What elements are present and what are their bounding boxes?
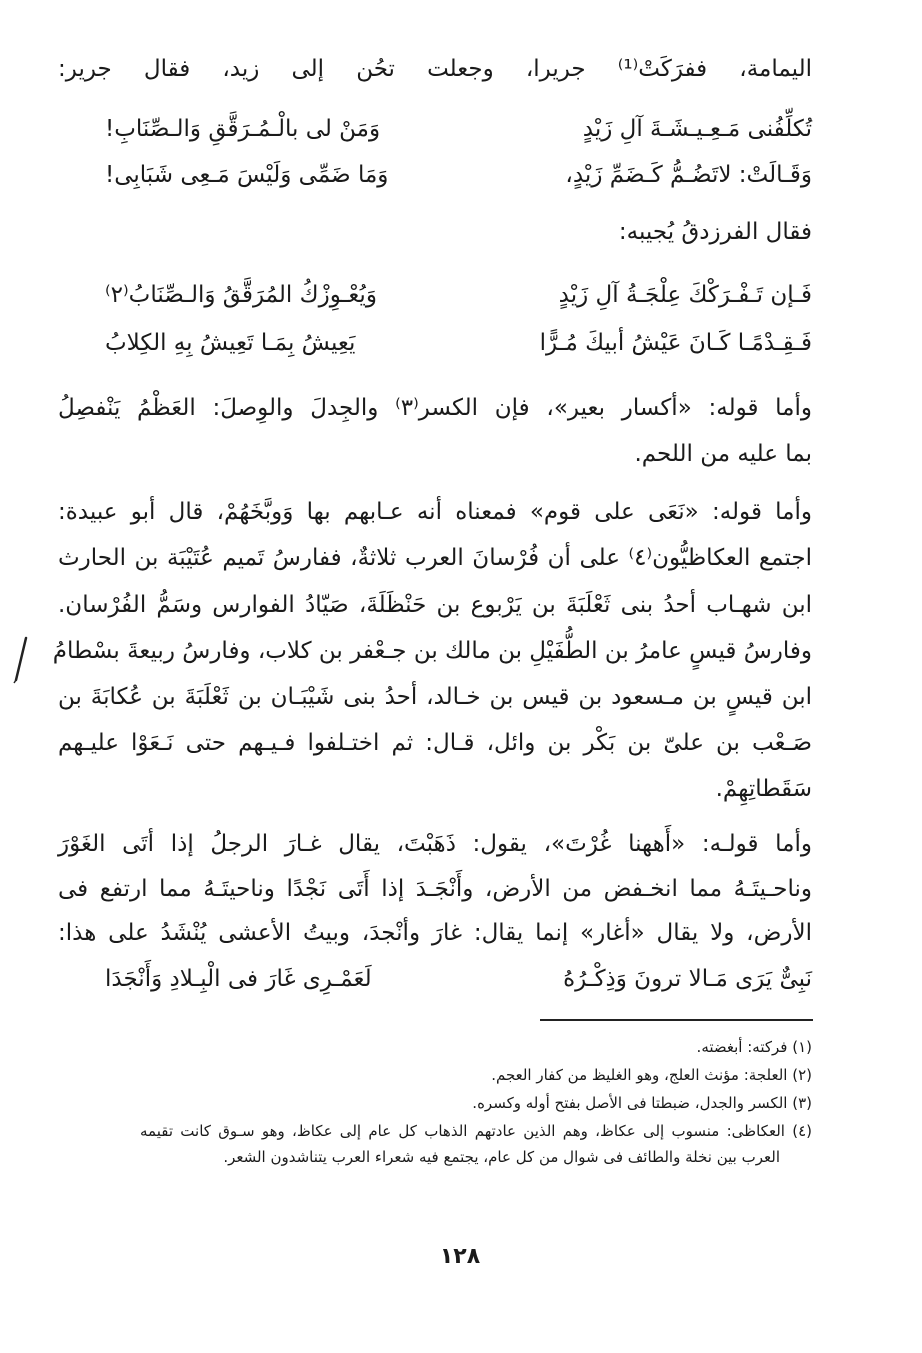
verse-hemistich-second: يَعِيشُ بِمَـا تَعِيشُ بِهِ الكِلابُ (105, 330, 356, 356)
text-line: وفارسُ قيسٍ عامرُ بن الطُّفَيْلِ بن مالك بن جـعْفر بن كلاب، وفارسُ ربيعةَ بسْطامُ (52, 638, 812, 664)
verse-line (105, 158, 812, 192)
text-line: سَقَطاتِهِمْ. (715, 776, 812, 802)
verse-line (105, 326, 812, 360)
text-line: الأرض، ولا يقال «أغار» إنما يقال: غارَ وأنْجدَ، وبيتُ الأعشى يُنْشَدُ على هذا: (58, 920, 812, 946)
text-line: وأما قوله: «أكسار بعير»، فإن الكسر⁽٣⁾ والجِدلَ والوِصلَ: العَظْمُ يَنْفصِلُ (58, 395, 812, 421)
verse-line (105, 278, 812, 312)
footnote-continuation: العرب بين نخلة والطائف فى شوال من كل عام، يجتمع فيه شعراء العرب يتناشدون الشعر. (223, 1148, 780, 1166)
verse-hemistich-second: وَيُعْـوِزْكُ المُرَقَّقُ وَالـصِّنَابُ⁽٢⁾ (105, 282, 377, 308)
margin-pen-mark (12, 636, 28, 684)
text-line: ابن قيسٍ بن مـسعود بن قيس بن خـالد، أحدُ بنى شَيْبَـان بن ثَعْلَبَةَ بن عُكابَةَ بن (58, 684, 812, 710)
verse-hemistich-first: فَـقِـدْمًـا كَـانَ عَيْشُ أبيكَ مُـرًّا (539, 330, 812, 356)
text-line: ابن شهـاب أحدُ بنى ثَعْلَبَةَ بن يَرْبوع بن حَنْظَلَةَ، صَيّادُ الفوارس وسَمُّ الفُرْسان. (58, 592, 812, 618)
verse-line (105, 112, 812, 146)
verse-hemistich-second: وَمَنْ لى بالْـمُـرَقَّقِ وَالـصِّنَابِ! (105, 116, 381, 142)
verse-line (105, 962, 812, 996)
text-line: وناحـيتَـهُ مما انخـفض من الأرض، وأَنْجَـدَ إذا أَتَى نَجْدًا وناحيتَـهُ مما ارتفع فى (58, 876, 812, 902)
verse-hemistich-second: لَعَمْـرِى غَارَ فى الْبِـلادِ وَأَنْجَدَا (105, 966, 372, 992)
footnote: (٢) العلجة: مؤنث العلج، وهو الغليظ من كفار العجم. (491, 1066, 812, 1084)
text-line: وأما قوله: «نَعَى على قوم» فمعناه أنه عـابهم بها وَوبَّخَهُمْ، قال أبو عبيدة: (58, 499, 812, 525)
verse-hemistich-first: نَبِىٌّ يَرَى مَـالا ترونَ وَذِكْـرُهُ (563, 966, 812, 992)
verse-hemistich-second: وَمَا ضَمِّى وَلَيْسَ مَـعِى شَبَابِى! (105, 162, 389, 188)
verse-hemistich-first: تُكلِّفُنى مَـعِـيـشَـةَ آلِ زَيْدٍ (582, 116, 812, 142)
page-number: ١٢٨ (439, 1244, 481, 1269)
footnote: (٣) الكسر والجدل، ضبطتا فى الأصل بفتح أوله وكسره. (472, 1094, 812, 1112)
text-line: اجتمع العكاظيُّون⁽٤⁾ على أن فُرْسانَ العرب ثلاثةٌ، ففارسُ تَميم عُتَيْبَة بن الحارث (58, 545, 812, 571)
footnote: (١) فركته: أبغضته. (696, 1038, 812, 1056)
text-line: وأما قولـه: «أَههنا غُرْتَ»، يقول: ذَهَبْتَ، يقال غـارَ الرجلُ إذا أتَى الغَوْرَ (58, 831, 812, 857)
text-line: بما عليه من اللحم. (634, 441, 812, 467)
text-line: فقال الفرزدقُ يُجيبه: (618, 219, 812, 245)
verse-hemistich-first: فَـإن تَـفْـرَكْكَ عِلْجَـةُ آلِ زَيْدٍ (558, 282, 812, 308)
footnote: (٤) العكاظى: منسوب إلى عكاظ، وهم الذين عادتهم الذهاب كل عام إلى عكاظ، وهو سـوق كانت تقيمه (140, 1122, 812, 1140)
text-line: صَـعْب بن علىّ بن بَكْر بن وائل، قـال: ثم اختـلفوا فـيـهم حتى نَـعَوْا عليـهم (58, 730, 812, 756)
verse-hemistich-first: وَقَـالَتْ: لاتَضُـمُّ كَـضَمِّ زَيْدٍ، (565, 162, 812, 188)
footnote-separator (540, 1019, 813, 1021)
text-line: اليمامة، ففرَكَتْ⁽¹⁾ جريرا، وجعلت تحُن إلى زيد، فقال جرير: (58, 56, 813, 82)
